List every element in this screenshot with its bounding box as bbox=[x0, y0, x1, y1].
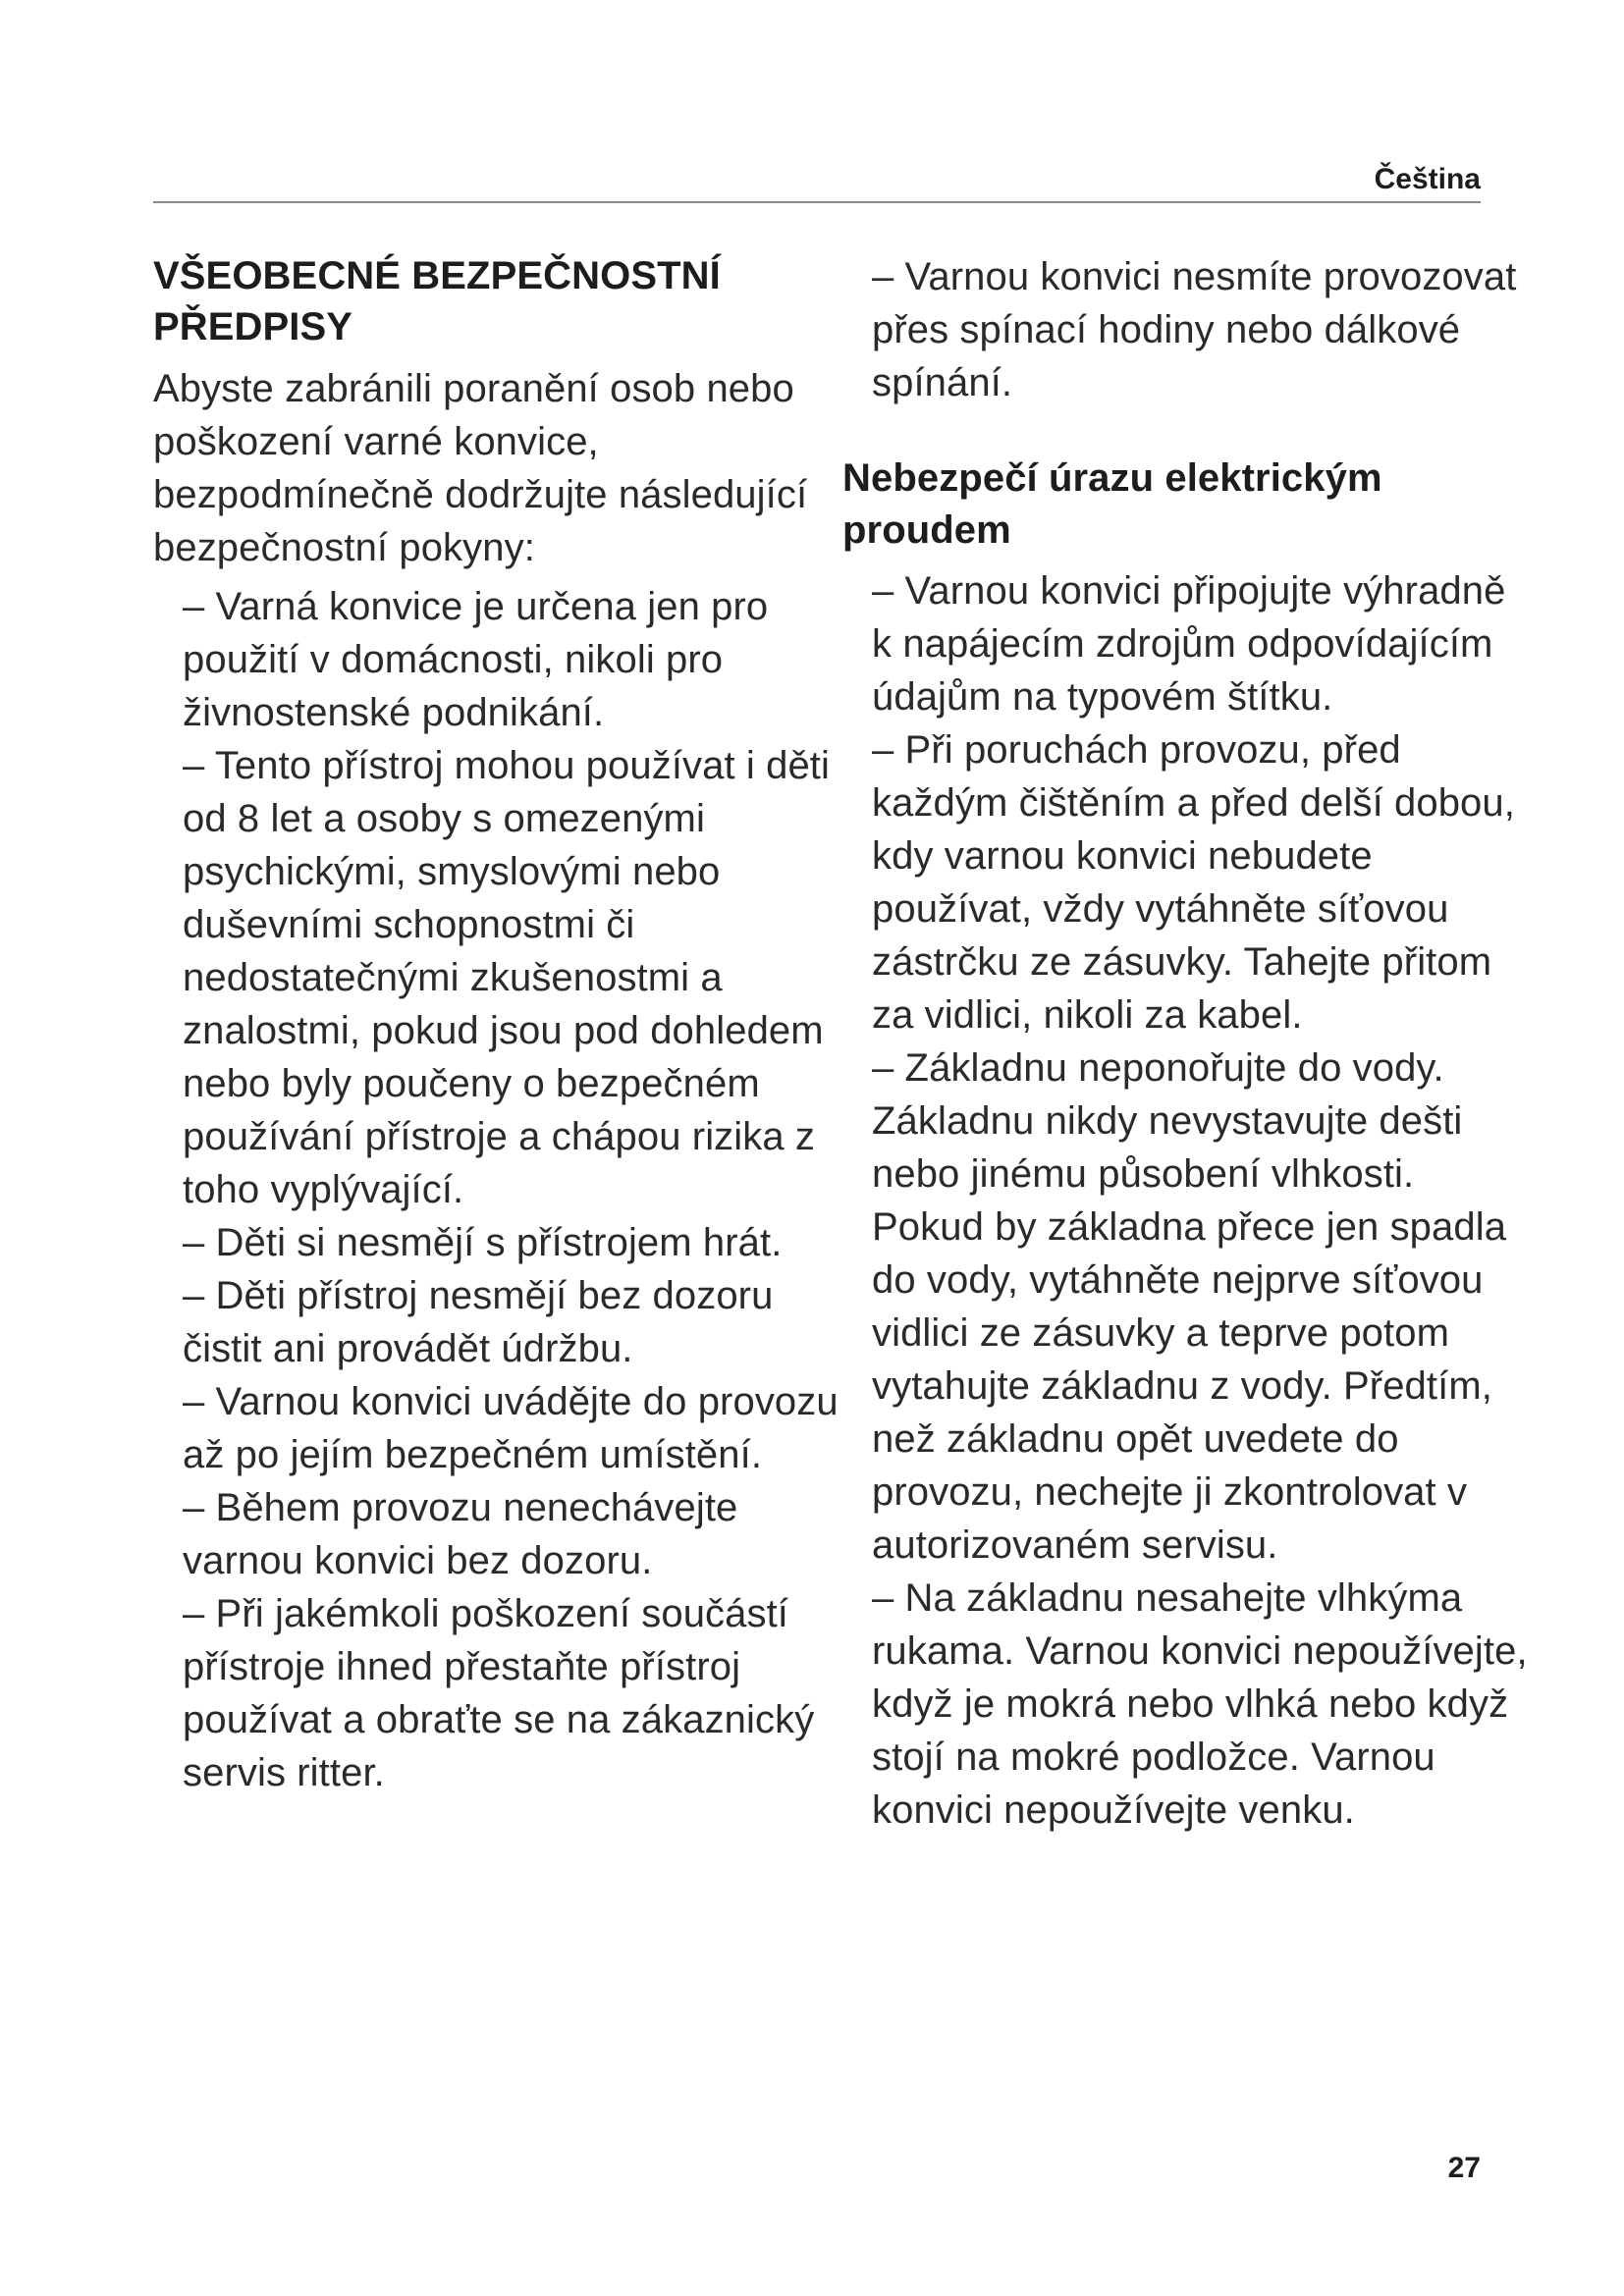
right-column bbox=[842, 250, 1530, 1837]
safety-item: – Děti si nesmějí s přístrojem hrát. bbox=[183, 1221, 783, 1264]
left-column bbox=[153, 250, 852, 1799]
header-divider bbox=[153, 201, 1481, 203]
section-heading-electric-shock: Nebezpečí úrazu elektrickým proudem bbox=[842, 456, 1382, 552]
safety-item: – Během provozu nenechávejte varnou konvici bez dozoru. bbox=[183, 1486, 738, 1582]
safety-item: – Při poruchách provozu, před každým čištěním a před delší dobou, kdy varnou konvici nebudete používat, vždy vytáhněte síťovou zástrčku ze zásuvky. Tahejte přitom za vidlici, nikoli za kabel. bbox=[872, 728, 1515, 1037]
safety-item: – Varnou konvici nesmíte provozovat přes spínací hodiny nebo dálkové spínání. bbox=[872, 255, 1517, 404]
safety-item: – Na základnu nesahejte vlhkýma rukama. Varnou konvici nepoužívejte, když je mokrá nebo vlhká nebo když stojí na mokré podložce. Varnou konvici nepoužívejte venku. bbox=[872, 1576, 1528, 1832]
safety-item: – Varnou konvici připojujte výhradně k napájecím zdrojům odpovídajícím údajům na typovém štítku. bbox=[872, 569, 1506, 719]
continuation-paragraph: Pokud by základna přece jen spadla do vody, vytáhněte nejprve síťovou vidlici ze zásuvky a teprve potom vytahujte základnu z vody. Předtím, než základnu opět uvedete do provozu, nechejte ji zkontrolovat v autorizovaném servisu. bbox=[872, 1205, 1507, 1567]
intro-paragraph: Abyste zabránili poranění osob nebo poškození varné konvice, bezpodmínečně dodržujte následující bezpečnostní pokyny: bbox=[153, 367, 808, 569]
section-heading-general-safety: VŠEOBECNÉ BEZPEČNOSTNÍ PŘEDPISY bbox=[153, 254, 721, 348]
safety-item: – Děti přístroj nesmějí bez dozoru čistit ani provádět údržbu. bbox=[183, 1274, 774, 1370]
safety-item: – Tento přístroj mohou používat i děti od 8 let a osoby s omezenými psychickými, smyslovými nebo duševními schopnostmi či nedostatečnými zkušenostmi a znalostmi, pokud jsou pod dohledem nebo byly poučeny o bezpečném používání přístroje a chápou rizika z toho vyplývající. bbox=[183, 744, 830, 1211]
safety-item: – Varná konvice je určena jen pro použití v domácnosti, nikoli pro živnostenské podnikání. bbox=[183, 585, 769, 734]
safety-item: – Při jakémkoli poškození součástí přístroje ihned přestaňte přístroj používat a obraťte se na zákaznický servis ritter. bbox=[183, 1592, 815, 1794]
language-label: Čeština bbox=[1374, 163, 1481, 195]
page-number: 27 bbox=[1447, 2152, 1481, 2184]
safety-item: – Varnou konvici uvádějte do provozu až po jejím bezpečném umístění. bbox=[183, 1380, 839, 1476]
safety-item: – Základnu neponořujte do vody. Základnu nikdy nevystavujte dešti nebo jinému působení vlhkosti. bbox=[872, 1046, 1463, 1196]
